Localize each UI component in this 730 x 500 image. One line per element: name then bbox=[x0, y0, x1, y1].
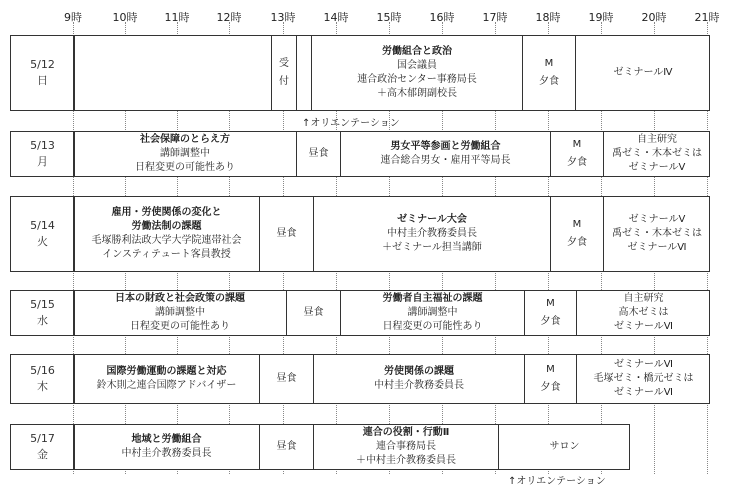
hour-label: 15時 bbox=[376, 11, 402, 24]
block-title: 労働者自主福祉の課題 bbox=[382, 293, 483, 304]
day-label bbox=[11, 197, 75, 271]
block-title: 連合の役割・行動Ⅱ bbox=[362, 427, 450, 438]
schedule-block bbox=[340, 132, 550, 176]
block-title: M bbox=[546, 364, 555, 375]
block-title: 労働組合と政治 bbox=[382, 46, 452, 57]
schedule-block bbox=[73, 132, 296, 176]
block-detail: 労働法制の課題 bbox=[131, 221, 202, 232]
block-title: 自主研究 bbox=[637, 134, 677, 145]
schedule-block bbox=[311, 36, 522, 110]
schedule-block bbox=[296, 132, 340, 176]
block-title: 昼食 bbox=[276, 373, 297, 384]
block-detail: インスティテュート客員教授 bbox=[102, 249, 231, 260]
schedule-block bbox=[340, 291, 524, 335]
schedule-block bbox=[259, 355, 313, 403]
day-date: 5/12 bbox=[30, 58, 55, 71]
block-detail: 中村圭介教務委員長 bbox=[387, 228, 477, 239]
block-title: M bbox=[572, 139, 582, 150]
hour-label: 18時 bbox=[535, 11, 561, 24]
block-detail: 夕食 bbox=[567, 157, 587, 168]
block-title: 昼食 bbox=[276, 441, 297, 452]
block-detail: 禹ゼミ・木本ゼミは bbox=[612, 148, 702, 159]
block-detail: 連合政治センター事務局長 bbox=[357, 74, 477, 85]
block-detail: 毛塚ゼミ・橋元ゼミは bbox=[593, 373, 694, 384]
block-title: 受 bbox=[279, 58, 289, 69]
block-title: 日本の財政と社会政策の課題 bbox=[115, 293, 245, 304]
schedule-block bbox=[522, 36, 575, 110]
block-detail: 高木ゼミは bbox=[618, 307, 669, 318]
block-detail: 禹ゼミ・木本ゼミは bbox=[612, 228, 702, 239]
block-title: サロン bbox=[549, 441, 580, 452]
schedule-block bbox=[524, 291, 576, 335]
block-detail: 日程変更の可能性あり bbox=[130, 321, 230, 332]
schedule-block bbox=[73, 291, 286, 335]
block-title: 社会保障のとらえ方 bbox=[140, 134, 230, 145]
block-title: ゼミナール大会 bbox=[397, 214, 467, 225]
block-title: 自主研究 bbox=[623, 293, 664, 304]
block-detail: 夕食 bbox=[539, 76, 559, 87]
day-date: 5/15 bbox=[30, 298, 55, 311]
block-title: M bbox=[546, 298, 555, 309]
hour-label: 19時 bbox=[588, 11, 614, 24]
day-weekday: 日 bbox=[37, 74, 48, 87]
day-row bbox=[10, 290, 710, 336]
block-detail: ゼミナールⅥ bbox=[627, 242, 687, 253]
schedule-block bbox=[313, 197, 550, 271]
schedule-block bbox=[73, 355, 259, 403]
block-detail: ゼミナールⅤ bbox=[628, 162, 686, 173]
block-detail: 日程変更の可能性あり bbox=[135, 162, 235, 173]
schedule-block bbox=[73, 197, 259, 271]
block-detail: 鈴木則之連合国際アドバイザー bbox=[96, 380, 237, 391]
hour-label: 10時 bbox=[112, 11, 138, 24]
hour-label: 9時 bbox=[64, 11, 82, 24]
hour-label: 20時 bbox=[641, 11, 667, 24]
block-detail: 夕食 bbox=[567, 237, 587, 248]
block-detail: ゼミナールⅥ bbox=[613, 387, 674, 398]
day-label bbox=[11, 425, 75, 469]
schedule-block bbox=[259, 425, 313, 469]
block-detail: 夕食 bbox=[540, 382, 561, 393]
day-label bbox=[11, 36, 75, 110]
block-detail: 夕食 bbox=[540, 316, 561, 327]
orientation-note-bottom: ↑オリエンテーション bbox=[508, 476, 606, 487]
block-detail: ゼミナールⅥ bbox=[613, 321, 674, 332]
block-title: 男女平等参画と労働組合 bbox=[390, 141, 501, 152]
block-detail: ＋中村圭介教務委員長 bbox=[356, 455, 456, 466]
schedule-block bbox=[296, 36, 311, 110]
hour-label: 13時 bbox=[270, 11, 296, 24]
schedule-block bbox=[313, 425, 498, 469]
block-detail: 国会議員 bbox=[397, 60, 437, 71]
block-title: ゼミナールⅥ bbox=[613, 359, 674, 370]
day-weekday: 金 bbox=[37, 448, 48, 461]
block-detail: 中村圭介教務委員長 bbox=[121, 448, 212, 459]
day-row bbox=[10, 354, 710, 404]
block-title: 昼食 bbox=[303, 307, 324, 318]
block-title: 労使関係の課題 bbox=[384, 366, 454, 377]
schedule-block bbox=[524, 355, 576, 403]
day-date: 5/17 bbox=[30, 432, 55, 445]
schedule-block bbox=[259, 197, 313, 271]
block-title: 昼食 bbox=[276, 228, 297, 239]
hour-label: 11時 bbox=[164, 11, 190, 24]
block-detail: 付 bbox=[279, 76, 289, 87]
day-weekday: 木 bbox=[37, 380, 48, 393]
day-label bbox=[11, 291, 75, 335]
schedule-block bbox=[286, 291, 340, 335]
block-detail: ＋ゼミナール担当講師 bbox=[382, 242, 482, 253]
schedule-block bbox=[603, 132, 710, 176]
schedule-block bbox=[498, 425, 630, 469]
schedule-block bbox=[73, 36, 271, 110]
block-title: ゼミナールⅤ bbox=[628, 214, 686, 225]
block-title: 地域と労働組合 bbox=[131, 434, 202, 445]
day-label bbox=[11, 355, 75, 403]
hour-label: 17時 bbox=[482, 11, 508, 24]
block-detail: 中村圭介教務委員長 bbox=[374, 380, 464, 391]
hour-label: 14時 bbox=[323, 11, 349, 24]
schedule-block bbox=[73, 425, 259, 469]
day-date: 5/13 bbox=[30, 139, 55, 152]
day-row bbox=[10, 35, 710, 111]
schedule-block bbox=[550, 132, 603, 176]
block-detail: 講師調整中 bbox=[160, 148, 210, 159]
day-label bbox=[11, 132, 75, 176]
block-detail: ＋高木郁朗副校長 bbox=[377, 88, 457, 99]
block-detail: 講師調整中 bbox=[155, 307, 205, 318]
block-title: M bbox=[544, 58, 554, 69]
block-title: ゼミナールⅣ bbox=[613, 67, 673, 78]
block-detail: 毛塚勝利法政大学大学院連帯社会 bbox=[91, 235, 242, 246]
block-detail: 連合事務局長 bbox=[376, 441, 436, 452]
day-date: 5/16 bbox=[30, 364, 55, 377]
block-title: M bbox=[572, 219, 582, 230]
block-title: 昼食 bbox=[308, 148, 329, 159]
block-detail: 連合総合男女・雇用平等局長 bbox=[380, 155, 511, 166]
day-weekday: 月 bbox=[37, 155, 48, 168]
schedule-block bbox=[575, 36, 710, 110]
schedule-block bbox=[576, 355, 710, 403]
day-weekday: 水 bbox=[37, 314, 48, 327]
schedule-block bbox=[576, 291, 710, 335]
block-detail: 講師調整中 bbox=[407, 307, 458, 318]
block-detail: 日程変更の可能性あり bbox=[382, 321, 483, 332]
block-title: 雇用・労使関係の変化と bbox=[111, 207, 222, 218]
hour-label: 21時 bbox=[694, 11, 720, 24]
day-row bbox=[10, 131, 710, 177]
hour-label: 12時 bbox=[216, 11, 242, 24]
schedule-block bbox=[271, 36, 296, 110]
day-weekday: 火 bbox=[37, 235, 48, 248]
day-row bbox=[10, 196, 710, 272]
hour-label: 16時 bbox=[429, 11, 455, 24]
block-title: 国際労働運動の課題と対応 bbox=[106, 366, 227, 377]
schedule-block bbox=[603, 197, 710, 271]
schedule-block bbox=[550, 197, 603, 271]
day-date: 5/14 bbox=[30, 219, 55, 232]
orientation-note-top: ↑オリエンテーション bbox=[302, 118, 400, 129]
day-row bbox=[10, 424, 630, 470]
schedule-block bbox=[313, 355, 524, 403]
